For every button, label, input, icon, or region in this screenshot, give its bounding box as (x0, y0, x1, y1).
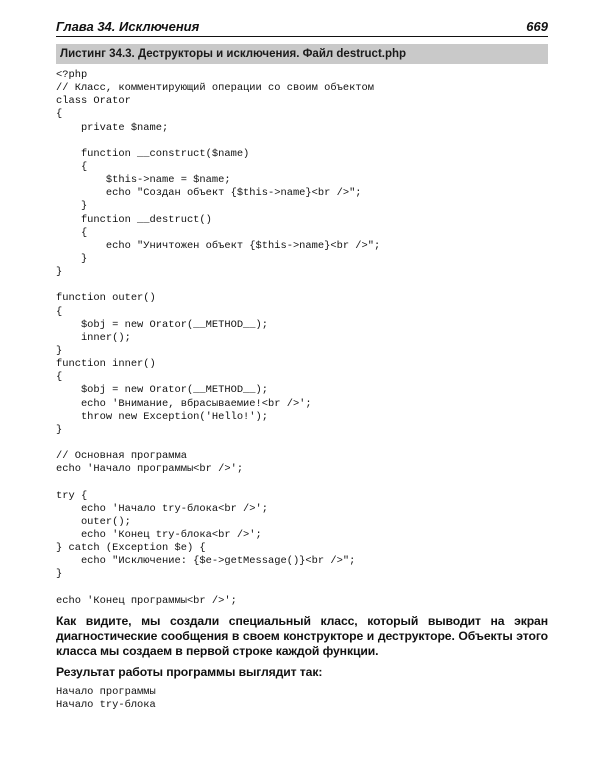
code-line (56, 581, 548, 594)
code-line: { (56, 108, 63, 121)
paragraph-result-intro: Результат работы программы выглядит так: (56, 664, 323, 679)
code-line: $obj = new Orator(__METHOD__); (56, 318, 269, 331)
code-line (56, 279, 548, 292)
code-line: } (56, 568, 63, 581)
code-line: } (56, 200, 88, 213)
code-line: } (56, 252, 88, 265)
code-line: function __destruct() (56, 213, 212, 226)
code-line: private $name; (56, 121, 169, 134)
code-line: } catch (Exception $e) { (56, 542, 206, 555)
code-line: echo "Исключение: {$e->getMessage()}<br />"; (56, 555, 356, 568)
book-page (56, 14, 548, 712)
code-line: inner(); (56, 331, 131, 344)
listing-title: Листинг 34.3. Деструкторы и исключения. Файл destruct.php (56, 44, 548, 64)
code-line: } (56, 423, 63, 436)
code-line: { (56, 305, 63, 318)
code-line (56, 135, 548, 148)
code-line: function outer() (56, 292, 156, 305)
code-line: echo "Создан объект {$this->name}<br />"; (56, 187, 362, 200)
code-line: <?php (56, 69, 88, 81)
running-header (56, 14, 548, 37)
code-line: // Основная программа (56, 450, 187, 463)
code-line: function inner() (56, 358, 156, 371)
program-output (56, 686, 548, 712)
code-line: echo 'Начало try-блока<br />'; (56, 502, 269, 515)
code-line: echo 'Конец программы<br />'; (56, 594, 237, 607)
output-line: Начало программы (56, 685, 156, 698)
code-line: try { (56, 489, 88, 502)
paragraph-explanation: Как видите, мы создали специальный класс, который выводит на экран диагностические сообщения в своем конструкторе и деструкторе. Объекты этого класса мы создаем в первой строке каждой функции. (56, 613, 548, 658)
code-line: // Класс, комментирующий операции со своим объектом (56, 82, 375, 95)
code-line (56, 476, 548, 489)
code-line: } (56, 344, 63, 357)
code-line: outer(); (56, 515, 131, 528)
code-line: } (56, 266, 63, 279)
code-line: echo 'Начало программы<br />'; (56, 463, 244, 476)
code-line: echo 'Внимание, вбрасываемие!<br />'; (56, 397, 312, 410)
code-line: { (56, 226, 88, 239)
code-line: throw new Exception('Hello!'); (56, 410, 269, 423)
output-line: Начало try-блока (56, 698, 156, 711)
code-line: $obj = new Orator(__METHOD__); (56, 384, 269, 397)
code-line: function __construct($name) (56, 147, 250, 160)
code-line: { (56, 371, 63, 384)
code-listing (56, 69, 548, 608)
code-line: echo 'Конец try-блока<br />'; (56, 528, 262, 541)
code-line: { (56, 160, 88, 173)
code-line: $this->name = $name; (56, 174, 231, 187)
chapter-title: Глава 34. Исключения (56, 19, 200, 34)
code-line (56, 437, 548, 450)
code-line: class Orator (56, 95, 131, 108)
page-number: 669 (526, 19, 548, 34)
code-line: echo "Уничтожен объект {$this->name}<br />"; (56, 239, 381, 252)
